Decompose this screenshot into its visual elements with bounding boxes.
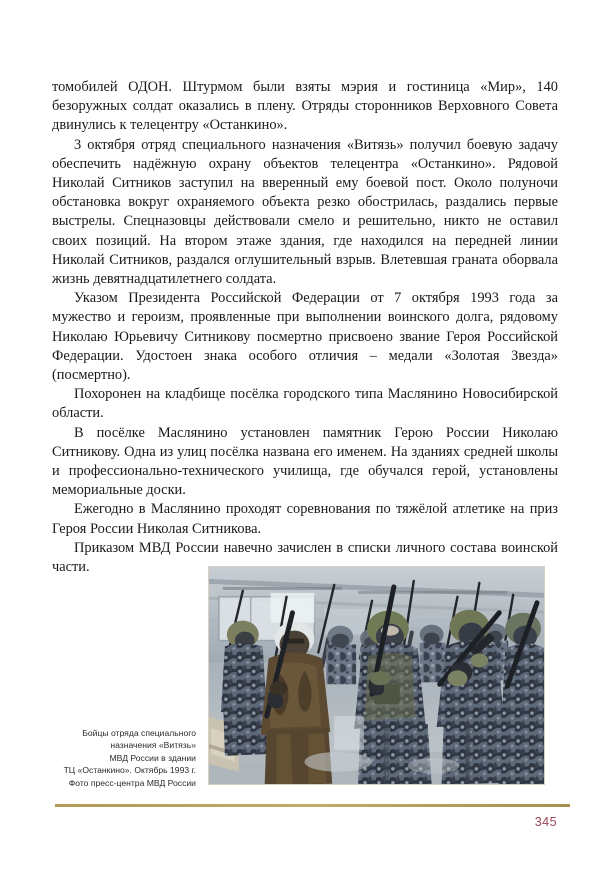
paragraph: томобилей ОДОН. Штурмом были взяты мэрия и гостиница «Мир», 140 безоружных солдат оказались в плену. Отряды сторонников Верховного Совета двинулись к телецентру «Останкино». xyxy=(52,79,558,134)
paragraph: Приказом МВД России навечно зачислен в списки личного состава воинской части. xyxy=(52,539,558,576)
photo-image xyxy=(209,567,544,785)
caption-line: назначения «Витязь» xyxy=(110,740,196,751)
body-text-column xyxy=(52,78,558,577)
paragraph: 3 октября отряд специального назначения «Витязь» получил боевую задачу обеспечить надёжную охрану объектов телецентра «Останкино». Рядовой Николай Ситников заступил на вверенный ему боевой пост. Около полуночи обстановка вокруг охраняемого объекта резко обострилась, раздались первые выстрелы. Спецназовцы действовали смело и решительно, никто не оставил своих позиций. На втором этаже здания, где находился на передней линии Николай Ситников, раздался оглушительный взрыв. Влетевшая граната оборвала жизнь девятнадцатилетнего солдата. xyxy=(52,136,558,288)
page-number: 345 xyxy=(534,815,557,829)
caption-line: МВД России в здании xyxy=(109,752,196,763)
paragraph: Ежегодно в Маслянино проходят соревнования по тяжёлой атлетике на приз Героя России Николая Ситникова. xyxy=(52,501,558,537)
photograph xyxy=(208,566,545,785)
paragraph: Указом Президента Российской Федерации от 7 октября 1993 года за мужество и героизм, проявленные при выполнении воинского долга, рядовому Николаю Юрьевичу Ситникову посмертно присвоено звание Героя Российской Федерации. Удостоен знака особого отличия – медали «Золотая Звезда» (посмертно). xyxy=(52,290,558,384)
caption-line: ТЦ «Останкино». Октябрь 1993 г. xyxy=(63,765,196,776)
caption-line: Бойцы отряда специального xyxy=(82,728,196,738)
photo-frame xyxy=(208,566,545,785)
photo-caption xyxy=(40,727,196,789)
paragraph: В посёлке Маслянино установлен памятник Герою России Николаю Ситникову. Одна из улиц посёлка названа его именем. На зданиях средней школы и профессионально-технического училища, где обучался герой, установлены мемориальные доски. xyxy=(52,424,558,499)
caption-line: Фото пресс-центра МВД России xyxy=(68,777,196,788)
footer-divider xyxy=(55,804,570,807)
paragraph: Похоронен на кладбище посёлка городского типа Маслянино Новосибирской области. xyxy=(52,386,558,422)
